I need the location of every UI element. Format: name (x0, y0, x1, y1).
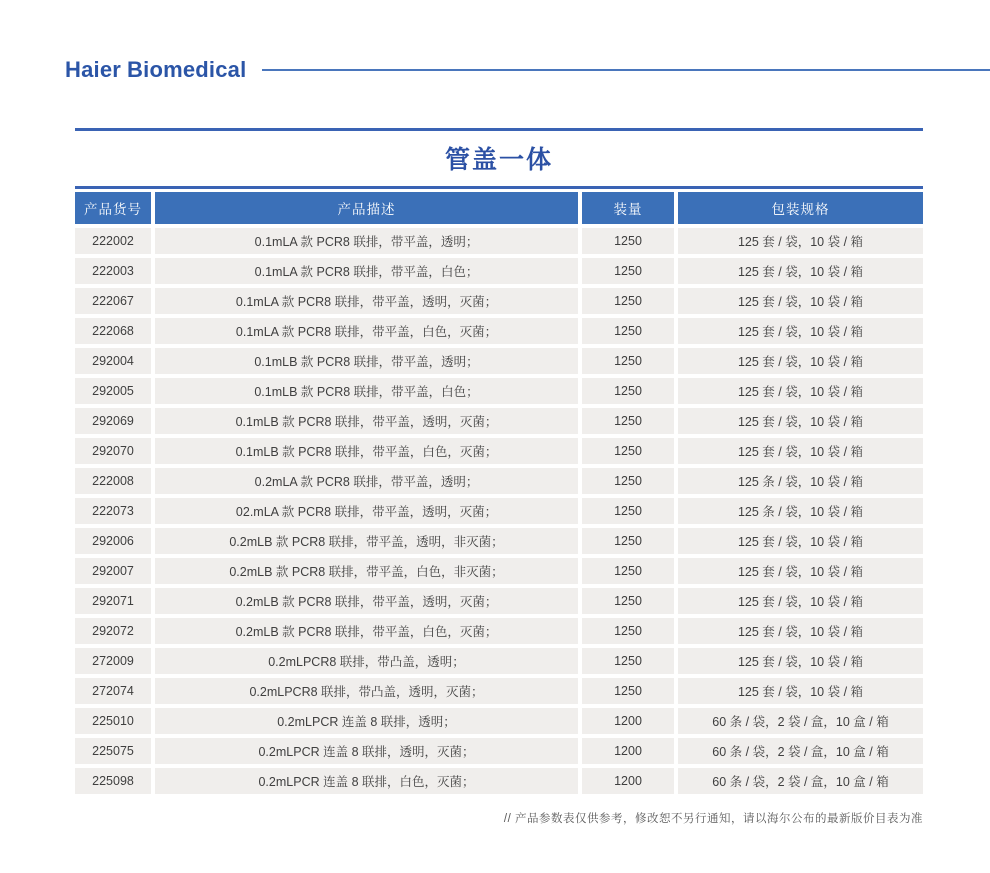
packaging-spec-cell: 125 条 / 袋，10 袋 / 箱 (678, 498, 923, 524)
quantity-cell: 1250 (582, 468, 674, 494)
product-code-cell: 225010 (75, 708, 151, 734)
product-description-cell: 0.2mLPCR 连盖 8 联排，透明，灭菌； (155, 738, 578, 764)
table-row (75, 678, 923, 704)
table-header-row (75, 192, 923, 224)
table-row (75, 258, 923, 284)
quantity-cell: 1250 (582, 528, 674, 554)
table-row (75, 498, 923, 524)
header-packaging-spec: 包装规格 (678, 192, 923, 224)
quantity-cell: 1250 (582, 228, 674, 254)
product-code-cell: 222008 (75, 468, 151, 494)
quantity-cell: 1250 (582, 348, 674, 374)
product-description-cell: 0.2mLB 款 PCR8 联排，带平盖，透明，非灭菌； (155, 528, 578, 554)
title-section (75, 128, 923, 189)
packaging-spec-cell: 125 套 / 袋，10 袋 / 箱 (678, 378, 923, 404)
product-code-cell: 292006 (75, 528, 151, 554)
packaging-spec-cell: 125 套 / 袋，10 袋 / 箱 (678, 588, 923, 614)
product-code-cell: 222067 (75, 288, 151, 314)
product-code-cell: 292069 (75, 408, 151, 434)
product-description-cell: 0.2mLB 款 PCR8 联排，带平盖，白色，灭菌； (155, 618, 578, 644)
packaging-spec-cell: 125 条 / 袋，10 袋 / 箱 (678, 468, 923, 494)
packaging-spec-cell: 60 条 / 袋，2 袋 / 盒，10 盒 / 箱 (678, 738, 923, 764)
packaging-spec-cell: 125 套 / 袋，10 袋 / 箱 (678, 348, 923, 374)
packaging-spec-cell: 60 条 / 袋，2 袋 / 盒，10 盒 / 箱 (678, 708, 923, 734)
title-rule-bottom (75, 186, 923, 189)
product-description-cell: 0.1mLB 款 PCR8 联排，带平盖，透明； (155, 348, 578, 374)
brand-logo-biomedical: Biomedical (127, 57, 247, 82)
packaging-spec-cell: 60 条 / 袋，2 袋 / 盒，10 盒 / 箱 (678, 768, 923, 794)
table-row (75, 738, 923, 764)
quantity-cell: 1250 (582, 378, 674, 404)
table-row (75, 768, 923, 794)
quantity-cell: 1250 (582, 678, 674, 704)
header-quantity: 装量 (582, 192, 674, 224)
table-row (75, 708, 923, 734)
quantity-cell: 1250 (582, 288, 674, 314)
product-description-cell: 0.1mLB 款 PCR8 联排，带平盖，透明，灭菌； (155, 408, 578, 434)
header-bar (65, 57, 990, 83)
product-code-cell: 272009 (75, 648, 151, 674)
header-product-description: 产品描述 (155, 192, 578, 224)
packaging-spec-cell: 125 套 / 袋，10 袋 / 箱 (678, 528, 923, 554)
product-table (75, 192, 923, 794)
product-description-cell: 02.mLA 款 PCR8 联排，带平盖，透明，灭菌； (155, 498, 578, 524)
product-code-cell: 292005 (75, 378, 151, 404)
product-description-cell: 0.1mLA 款 PCR8 联排，带平盖，透明； (155, 228, 578, 254)
quantity-cell: 1250 (582, 438, 674, 464)
product-code-cell: 292004 (75, 348, 151, 374)
footer-disclaimer: // 产品参数表仅供参考，修改恕不另行通知，请以海尔公布的最新版价目表为准 (503, 813, 923, 825)
packaging-spec-cell: 125 套 / 袋，10 袋 / 箱 (678, 258, 923, 284)
product-code-cell: 292007 (75, 558, 151, 584)
product-description-cell: 0.2mLB 款 PCR8 联排，带平盖，透明，灭菌； (155, 588, 578, 614)
product-code-cell: 292072 (75, 618, 151, 644)
product-code-cell: 222003 (75, 258, 151, 284)
packaging-spec-cell: 125 套 / 袋，10 袋 / 箱 (678, 438, 923, 464)
packaging-spec-cell: 125 套 / 袋，10 袋 / 箱 (678, 288, 923, 314)
table-row (75, 408, 923, 434)
table-row (75, 288, 923, 314)
brand-logo (65, 57, 246, 83)
product-description-cell: 0.1mLA 款 PCR8 联排，带平盖，透明，灭菌； (155, 288, 578, 314)
product-description-cell: 0.2mLPCR8 联排，带凸盖，透明，灭菌； (155, 678, 578, 704)
table-row (75, 348, 923, 374)
table-row (75, 438, 923, 464)
quantity-cell: 1200 (582, 708, 674, 734)
product-description-cell: 0.2mLB 款 PCR8 联排，带平盖，白色，非灭菌； (155, 558, 578, 584)
quantity-cell: 1250 (582, 498, 674, 524)
brand-logo-haier: Haier (65, 57, 122, 82)
product-code-cell: 225075 (75, 738, 151, 764)
packaging-spec-cell: 125 套 / 袋，10 袋 / 箱 (678, 228, 923, 254)
packaging-spec-cell: 125 套 / 袋，10 袋 / 箱 (678, 558, 923, 584)
quantity-cell: 1250 (582, 318, 674, 344)
quantity-cell: 1250 (582, 648, 674, 674)
table-row (75, 228, 923, 254)
product-description-cell: 0.2mLPCR 连盖 8 联排，透明； (155, 708, 578, 734)
product-description-cell: 0.1mLA 款 PCR8 联排，带平盖，白色，灭菌； (155, 318, 578, 344)
quantity-cell: 1250 (582, 558, 674, 584)
quantity-cell: 1250 (582, 258, 674, 284)
quantity-cell: 1250 (582, 408, 674, 434)
table-row (75, 378, 923, 404)
product-description-cell: 0.1mLB 款 PCR8 联排，带平盖，白色，灭菌； (155, 438, 578, 464)
product-code-cell: 292071 (75, 588, 151, 614)
table-row (75, 588, 923, 614)
packaging-spec-cell: 125 套 / 袋，10 袋 / 箱 (678, 678, 923, 704)
table-row (75, 558, 923, 584)
page-title: 管盖一体 (444, 146, 553, 174)
product-description-cell: 0.2mLPCR8 联排，带凸盖，透明； (155, 648, 578, 674)
product-description-cell: 0.2mLA 款 PCR8 联排，带平盖，透明； (155, 468, 578, 494)
product-code-cell: 222002 (75, 228, 151, 254)
packaging-spec-cell: 125 套 / 袋，10 袋 / 箱 (678, 318, 923, 344)
table-row (75, 468, 923, 494)
header-product-code: 产品货号 (75, 192, 151, 224)
quantity-cell: 1250 (582, 618, 674, 644)
product-description-cell: 0.1mLA 款 PCR8 联排，带平盖，白色； (155, 258, 578, 284)
product-code-cell: 222073 (75, 498, 151, 524)
table-row (75, 618, 923, 644)
table-row (75, 648, 923, 674)
product-code-cell: 222068 (75, 318, 151, 344)
product-description-cell: 0.1mLB 款 PCR8 联排，带平盖，白色； (155, 378, 578, 404)
table-body (75, 228, 923, 794)
table-row (75, 318, 923, 344)
product-code-cell: 272074 (75, 678, 151, 704)
table-row (75, 528, 923, 554)
product-description-cell: 0.2mLPCR 连盖 8 联排，白色，灭菌； (155, 768, 578, 794)
packaging-spec-cell: 125 套 / 袋，10 袋 / 箱 (678, 648, 923, 674)
quantity-cell: 1200 (582, 768, 674, 794)
quantity-cell: 1200 (582, 738, 674, 764)
product-code-cell: 292070 (75, 438, 151, 464)
packaging-spec-cell: 125 套 / 袋，10 袋 / 箱 (678, 408, 923, 434)
quantity-cell: 1250 (582, 588, 674, 614)
product-code-cell: 225098 (75, 768, 151, 794)
packaging-spec-cell: 125 套 / 袋，10 袋 / 箱 (678, 618, 923, 644)
header-divider-line (262, 69, 990, 71)
